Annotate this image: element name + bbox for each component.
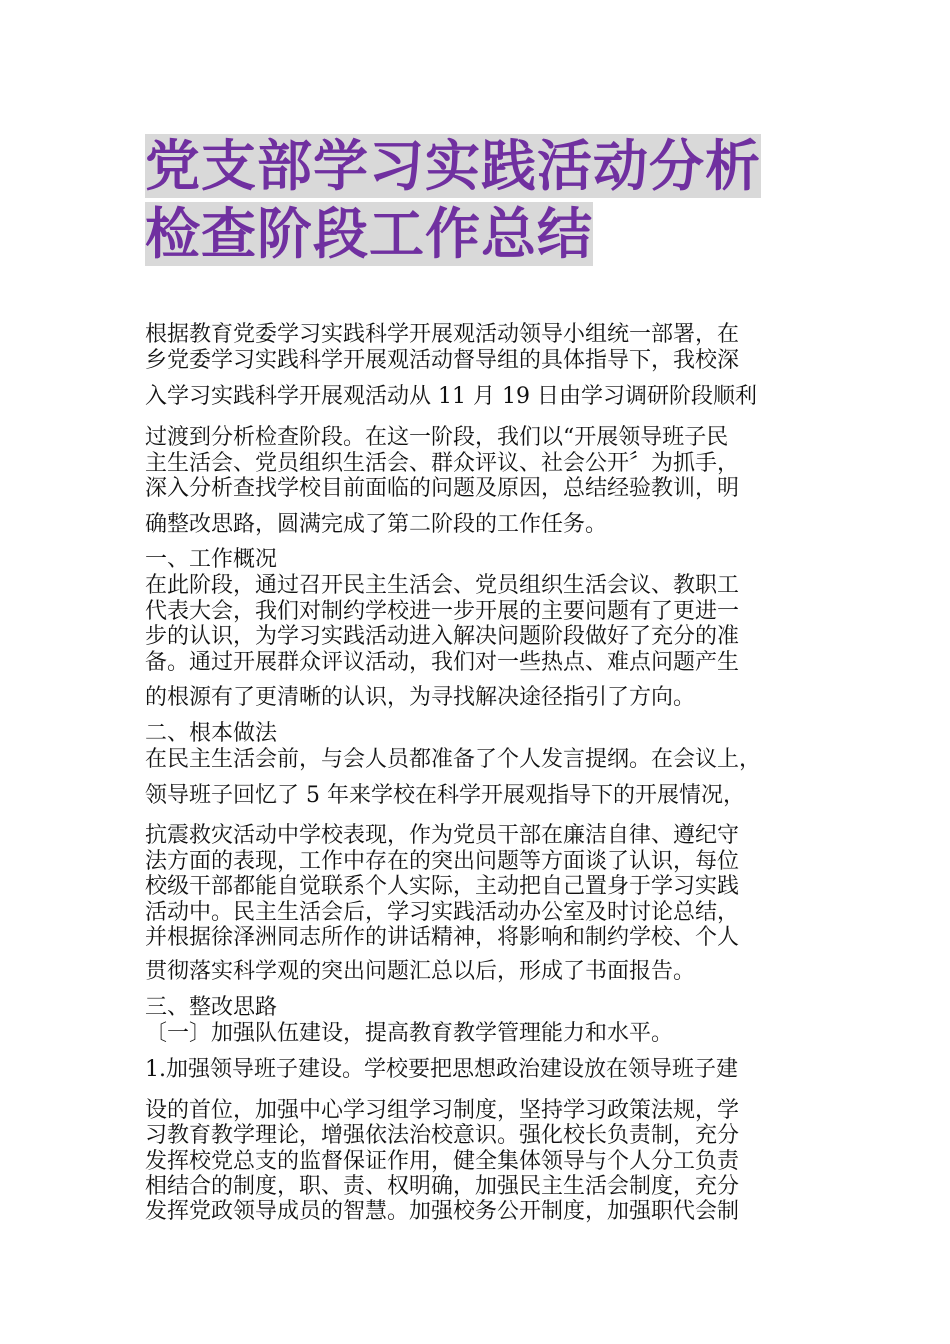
body-line: 乡党委学习实践科学开展观活动督导组的具体指导下，我校深 bbox=[145, 348, 740, 373]
body-line: 入学习实践科学开展观活动从 11 月 19 日由学习调研阶段顺利 bbox=[145, 384, 757, 409]
body-line: 发挥校党总支的监督保证作用，健全集体领导与个人分工负责 bbox=[145, 1149, 740, 1174]
body-line: 在民主生活会前，与会人员都准备了个人发言提纲。在会议上， bbox=[145, 747, 762, 772]
document-title-line-2: 检查阶段工作总结 bbox=[145, 202, 594, 266]
document-title-line-1: 党支部学习实践活动分析 bbox=[145, 134, 762, 198]
body-line: 代表大会，我们对制约学校进一步开展的主要问题有了更进一 bbox=[145, 599, 740, 624]
body-line: 确整改思路，圆满完成了第二阶段的工作任务。 bbox=[145, 512, 608, 537]
body-line: 相结合的制度，职、责、权明确，加强民主生活会制度，充分 bbox=[145, 1174, 740, 1199]
section-heading: 二、根本做法 bbox=[145, 721, 278, 746]
body-line: 过渡到分析检查阶段。在这一阶段，我们以“开展领导班子民 bbox=[145, 425, 729, 450]
body-line: 并根据徐泽洲同志所作的讲话精神，将影响和制约学校、个人 bbox=[145, 925, 740, 950]
body-line: 在此阶段，通过召开民主生活会、党员组织生活会议、教职工 bbox=[145, 573, 740, 598]
body-line: 校级干部都能自觉联系个人实际，主动把自己置身于学习实践 bbox=[145, 874, 740, 899]
body-line: 抗震救灾活动中学校表现，作为党员干部在廉洁自律、遵纪守 bbox=[145, 823, 740, 848]
body-line: 主生活会、党员组织生活会、群众评议、社会公开〞为抓手， bbox=[145, 451, 740, 476]
body-line: 根据教育党委学习实践科学开展观活动领导小组统一部署，在 bbox=[145, 322, 740, 347]
body-line: 活动中。民主生活会后，学习实践活动办公室及时讨论总结， bbox=[145, 900, 740, 925]
body-line: 发挥党政领导成员的智慧。加强校务公开制度，加强职代会制 bbox=[145, 1199, 740, 1224]
body-line: 法方面的表现，工作中存在的突出问题等方面谈了认识，每位 bbox=[145, 849, 740, 874]
section-heading: 三、整改思路 bbox=[145, 995, 278, 1020]
body-line: 的根源有了更清晰的认识，为寻找解决途径指引了方向。 bbox=[145, 685, 696, 710]
section-heading: 一、工作概况 bbox=[145, 547, 278, 572]
body-line: 习教育教学理论，增强依法治校意识。强化校长负责制，充分 bbox=[145, 1123, 740, 1148]
body-line: 备。通过开展群众评议活动，我们对一些热点、难点问题产生 bbox=[145, 650, 740, 675]
body-line: 领导班子回忆了 5 年来学校在科学开展观指导下的开展情况， bbox=[145, 783, 745, 808]
body-line: 1.加强领导班子建设。学校要把思想政治建设放在领导班子建 bbox=[145, 1057, 738, 1082]
body-line: 步的认识，为学习实践活动进入解决问题阶段做好了充分的准 bbox=[145, 624, 740, 649]
body-line: 贯彻落实科学观的突出问题汇总以后，形成了书面报告。 bbox=[145, 959, 696, 984]
subsection-heading: 〔一〕加强队伍建设，提高教育教学管理能力和水平。 bbox=[145, 1021, 674, 1046]
body-line: 设的首位，加强中心学习组学习制度，坚持学习政策法规，学 bbox=[145, 1098, 740, 1123]
body-line: 深入分析查找学校目前面临的问题及原因，总结经验教训，明 bbox=[145, 476, 740, 501]
